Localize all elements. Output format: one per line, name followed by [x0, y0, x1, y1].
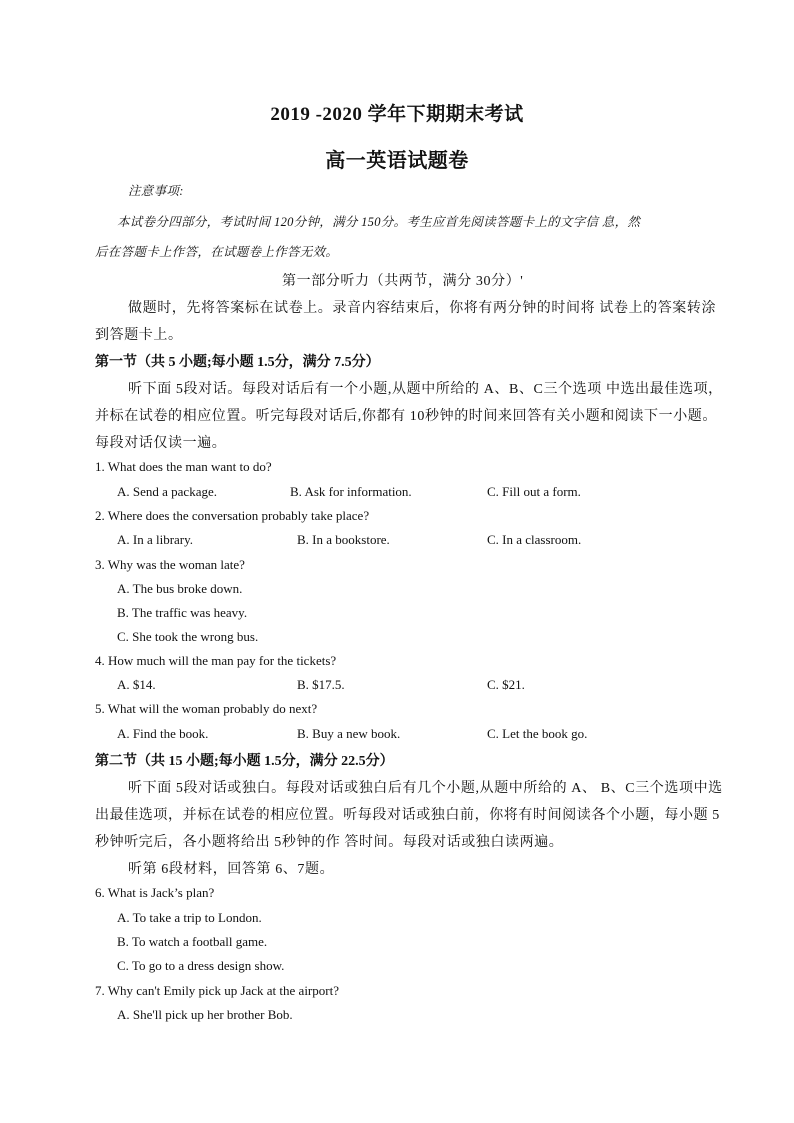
- option-c: C. In a classroom.: [487, 532, 582, 547]
- exam-title: 2019 -2020 学年下期期末考试: [270, 104, 524, 125]
- option-b: B. $17.5.: [297, 677, 345, 692]
- material-note: 听第 6段材料，回答第 6、7题。: [128, 862, 335, 877]
- option-b: B. Buy a new book.: [297, 726, 401, 741]
- section-heading: 第二节（共 15 小题;每小题 1.5分，满分 22.5分）: [95, 754, 394, 769]
- notice-heading: 注意事项:: [128, 184, 184, 198]
- part-heading: 第一部分听力（共两节，满分 30分）': [282, 274, 524, 289]
- notice-line: 后在答题卡上作答，在试题卷上作答无效。: [95, 245, 339, 259]
- option-a: A. Send a package.: [117, 484, 217, 499]
- section-directions-line: 秒钟听完后，各小题将给出 5秒钟的作 答时间。每段对话或独白读两遍。: [95, 835, 564, 850]
- option-c: C. $21.: [487, 677, 525, 692]
- part-intro-line: 做题时，先将答案标在试卷上。录音内容结束后，你将有两分钟的时间将 试卷上的答案转涂: [128, 301, 717, 316]
- option-a: A. To take a trip to London.: [117, 910, 262, 925]
- option-b: B. To watch a football game.: [117, 934, 268, 949]
- option-a: A. In a library.: [117, 532, 194, 547]
- section-directions-line: 每段对话仅读一遍。: [95, 436, 227, 451]
- option-c: C. Let the book go.: [487, 726, 588, 741]
- notice-line: 本试卷分四部分，考试时间 120分钟，满分 150分。考生应首先阅读答题卡上的文字信 息，然: [117, 215, 641, 229]
- option-a: A. The bus broke down.: [117, 581, 243, 596]
- exam-subtitle: 高一英语试题卷: [325, 150, 469, 172]
- option-a: A. She'll pick up her brother Bob.: [117, 1007, 293, 1022]
- question-text: 2. Where does the conversation probably take place?: [95, 508, 370, 523]
- option-c: C. To go to a dress design show.: [117, 958, 285, 973]
- section-directions-line: 出最佳选项，并标在试卷的相应位置。听每段对话或独白前，你将有时间阅读各个小题，每小题 5: [95, 808, 720, 823]
- question-text: 6. What is Jack’s plan?: [95, 885, 215, 900]
- question-text: 3. Why was the woman late?: [95, 557, 245, 572]
- option-a: A. Find the book.: [117, 726, 209, 741]
- option-b: B. Ask for information.: [290, 484, 412, 499]
- option-b: B. The traffic was heavy.: [117, 605, 248, 620]
- option-b: B. In a bookstore.: [297, 532, 390, 547]
- question-text: 5. What will the woman probably do next?: [95, 701, 318, 716]
- question-text: 4. How much will the man pay for the tickets?: [95, 653, 337, 668]
- option-a: A. $14.: [117, 677, 156, 692]
- section-directions-line: 听下面 5段对话。每段对话后有一个小题,从题中所给的 A、B、C三个选项 中选出最佳选项，: [128, 382, 723, 397]
- part-intro-line: 到答题卡上。: [95, 328, 183, 343]
- question-text: 1. What does the man want to do?: [95, 459, 272, 474]
- section-directions-line: 并标在试卷的相应位置。听完每段对话后,你都有 10秒钟的时间来回答有关小题和阅读下一小题。: [95, 409, 717, 424]
- section-heading: 第一节（共 5 小题;每小题 1.5分，满分 7.5分）: [95, 355, 380, 370]
- option-c: C. She took the wrong bus.: [117, 629, 259, 644]
- option-c: C. Fill out a form.: [487, 484, 581, 499]
- question-text: 7. Why can't Emily pick up Jack at the airport?: [95, 983, 339, 998]
- section-directions-line: 听下面 5段对话或独白。每段对话或独白后有几个小题,从题中所给的 A、 B、C三个选项中选: [128, 781, 723, 796]
